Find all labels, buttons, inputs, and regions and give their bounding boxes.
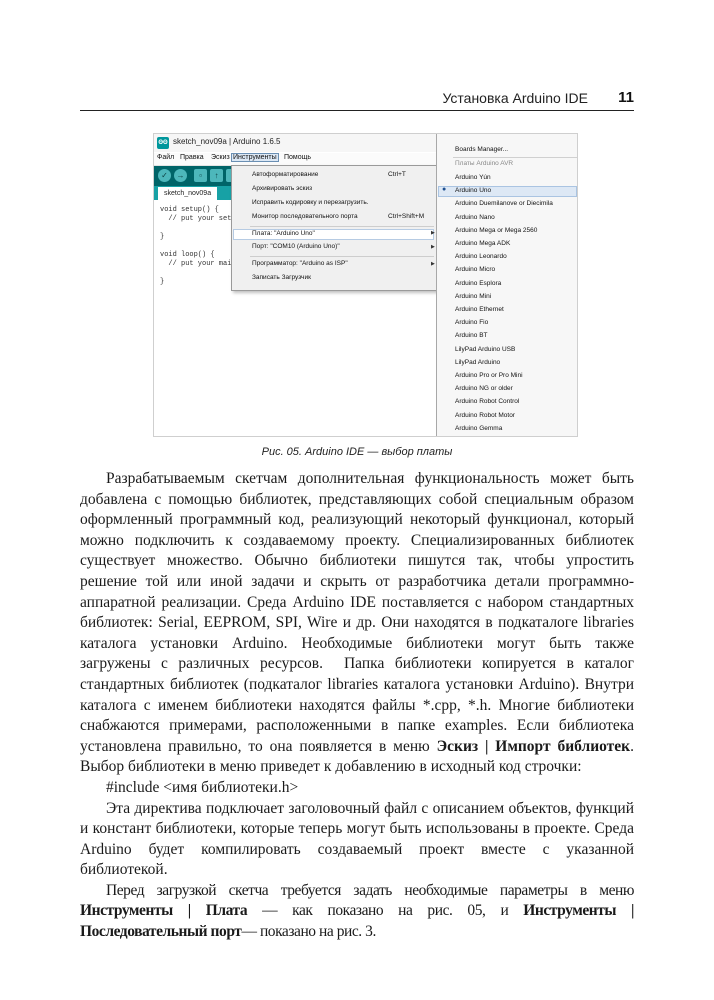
board-item[interactable]: Arduino Duemilanove or Diecimila: [455, 200, 553, 208]
boards-group-label: Платы Arduino AVR: [455, 160, 514, 167]
paragraph-text: — как показано на рис. 05, и: [247, 902, 524, 920]
upload-icon[interactable]: →: [174, 169, 187, 182]
board-item[interactable]: Arduino Micro: [455, 266, 496, 274]
boards-manager-item[interactable]: Boards Manager...: [455, 146, 509, 153]
paragraph-text: — показано на рис. 3.: [241, 923, 376, 941]
code-include-line: #include <имя библиотеки.h>: [106, 778, 299, 796]
board-item[interactable]: Arduino Leonardo: [455, 253, 507, 261]
paragraph: [80, 881, 634, 943]
menu-path: Эскиз | Импорт библиотек: [436, 737, 631, 755]
board-item[interactable]: Arduino Uno: [455, 187, 492, 195]
menu-help[interactable]: Помощь: [284, 154, 312, 161]
ide-window-title: sketch_nov09a | Arduino 1.6.5: [173, 137, 281, 146]
submenu-arrow-icon: ▶: [431, 261, 435, 267]
body-text: [80, 469, 634, 943]
shortcut-serial-monitor: Ctrl+Shift+M: [388, 213, 425, 220]
submenu-arrow-icon: ▶: [431, 230, 435, 236]
new-file-icon[interactable]: ▫: [194, 169, 207, 182]
paragraph-text: Папка библиотеки копируется в каталог стандартных библиотек (подкаталог libraries каталога установки Arduino). Внутри каталога с именем библиотеки находятся файлы *.cpp, *.h. Многие библиотеки снабжаются примерами, расположенными в папке examples. Если библиотека установлена правильно, то она появляется в меню: [80, 655, 634, 755]
menu-auto-format[interactable]: Автоформатирование: [252, 171, 319, 178]
figure-caption: Рис. 05. Arduino IDE — выбор платы: [261, 446, 453, 458]
menu-board[interactable]: Плата: "Arduino Uno": [233, 229, 434, 240]
board-item[interactable]: Arduino Fio: [455, 319, 489, 327]
menu-path: Инструменты | Последовательный порт: [80, 902, 635, 941]
code-line: }: [160, 233, 165, 241]
sketch-tab[interactable]: sketch_nov09a: [158, 187, 217, 200]
running-header: [80, 88, 634, 111]
menu-path: Инструменты | Плата: [80, 902, 248, 920]
figure-arduino-ide: [153, 133, 578, 437]
board-item[interactable]: Arduino Robot Control: [455, 398, 520, 406]
menu-separator: [250, 256, 434, 257]
submenu-arrow-icon: ▶: [431, 244, 435, 250]
paragraph: Эта директива подключает заголовочный файл с описанием объектов, функций и констант библиотеки, которые теперь могут быть использованы в проекте. Среда Arduino будет компилировать создаваемый проект вместе с указанной библиотекой.: [80, 799, 634, 879]
page-number: 11: [618, 89, 634, 106]
menu-burn-bootloader[interactable]: Записать Загрузчик: [252, 274, 311, 281]
shortcut-auto-format: Ctrl+T: [388, 171, 406, 178]
menu-sketch[interactable]: Эскиз: [211, 154, 230, 161]
board-item[interactable]: Arduino Mega ADK: [455, 240, 511, 247]
paragraph-text: Перед загрузкой скетча требуется задать необходимые параметры в меню: [106, 881, 634, 899]
board-item[interactable]: Arduino Gemma: [455, 424, 503, 432]
tools-dropdown: [231, 165, 437, 291]
boards-submenu: [436, 134, 578, 436]
board-item[interactable]: Arduino Robot Motor: [455, 411, 515, 419]
menu-serial-monitor[interactable]: Монитор последовательного порта: [252, 213, 358, 220]
menu-separator: [250, 226, 434, 227]
board-item[interactable]: Arduino Mega or Mega 2560: [455, 226, 538, 234]
board-item[interactable]: LilyPad Arduino: [455, 358, 501, 366]
menu-programmer[interactable]: Программатор: "Arduino as ISP": [252, 260, 348, 267]
menu-file[interactable]: Файл: [157, 154, 175, 161]
board-item[interactable]: Arduino Pro or Pro Mini: [455, 372, 523, 379]
menu-port[interactable]: Порт: "COM10 (Arduino Uno)": [252, 243, 340, 250]
code-line: }: [160, 278, 165, 286]
board-item[interactable]: Arduino Ethernet: [455, 306, 504, 313]
chapter-title: Установка Arduino IDE: [442, 90, 588, 106]
board-item[interactable]: Arduino Nano: [455, 213, 495, 221]
paragraph-text: Разрабатываемым скетчам дополнительная функциональность может быть добавлена с помощью библиотек, представляющих собой специальным образом оформленный программный код, реализующий некоторый функционал, который можно подключить к создаваемому проекту. Специализированных библиотек существует множество. Обычно библиотеки пишутся так, чтобы упростить решение той или иной задачи и скрыть от разработчика детали программно-аппаратной реализации. Среда Arduino IDE поставляется с набором стандартных библиотек: Serial, EEPROM, SPI, Wire и др. Они находятся в подкаталоге libraries каталога установки Arduino. Необходимые библиотеки могут быть также загружены с различных ресурсов.: [80, 470, 634, 673]
menu-tools[interactable]: Инструменты: [233, 154, 277, 161]
code-line: void setup() {: [160, 206, 219, 214]
menu-edit[interactable]: Правка: [180, 154, 204, 161]
board-item[interactable]: Arduino NG or older: [455, 385, 513, 393]
paragraph-text: . Выбор библиотеки в меню приведет к добавлению в исходный код строчки:: [80, 737, 634, 776]
code-line: // put your set: [160, 215, 232, 223]
ide-window: [154, 134, 436, 436]
board-item[interactable]: Arduino Mini: [455, 292, 492, 300]
open-file-icon[interactable]: ↑: [210, 169, 223, 182]
ide-titlebar: [154, 134, 436, 152]
board-item[interactable]: Arduino BT: [455, 332, 488, 340]
code-line: // put your mai: [160, 260, 232, 268]
arduino-icon: ΘΘ: [157, 137, 169, 149]
code-line: void loop() {: [160, 251, 215, 259]
verify-icon[interactable]: ✓: [158, 169, 171, 182]
board-item[interactable]: Arduino Esplora: [455, 279, 502, 287]
radio-selected-icon: ●: [442, 186, 447, 194]
menu-archive-sketch[interactable]: Архивировать эскиз: [252, 185, 313, 192]
paragraph: [80, 469, 634, 778]
menu-separator: [453, 157, 577, 158]
menu-fix-encoding[interactable]: Исправить кодировку и перезагрузить.: [252, 199, 369, 206]
board-item[interactable]: LilyPad Arduino USB: [455, 345, 516, 353]
board-item[interactable]: Arduino Yún: [455, 174, 491, 181]
